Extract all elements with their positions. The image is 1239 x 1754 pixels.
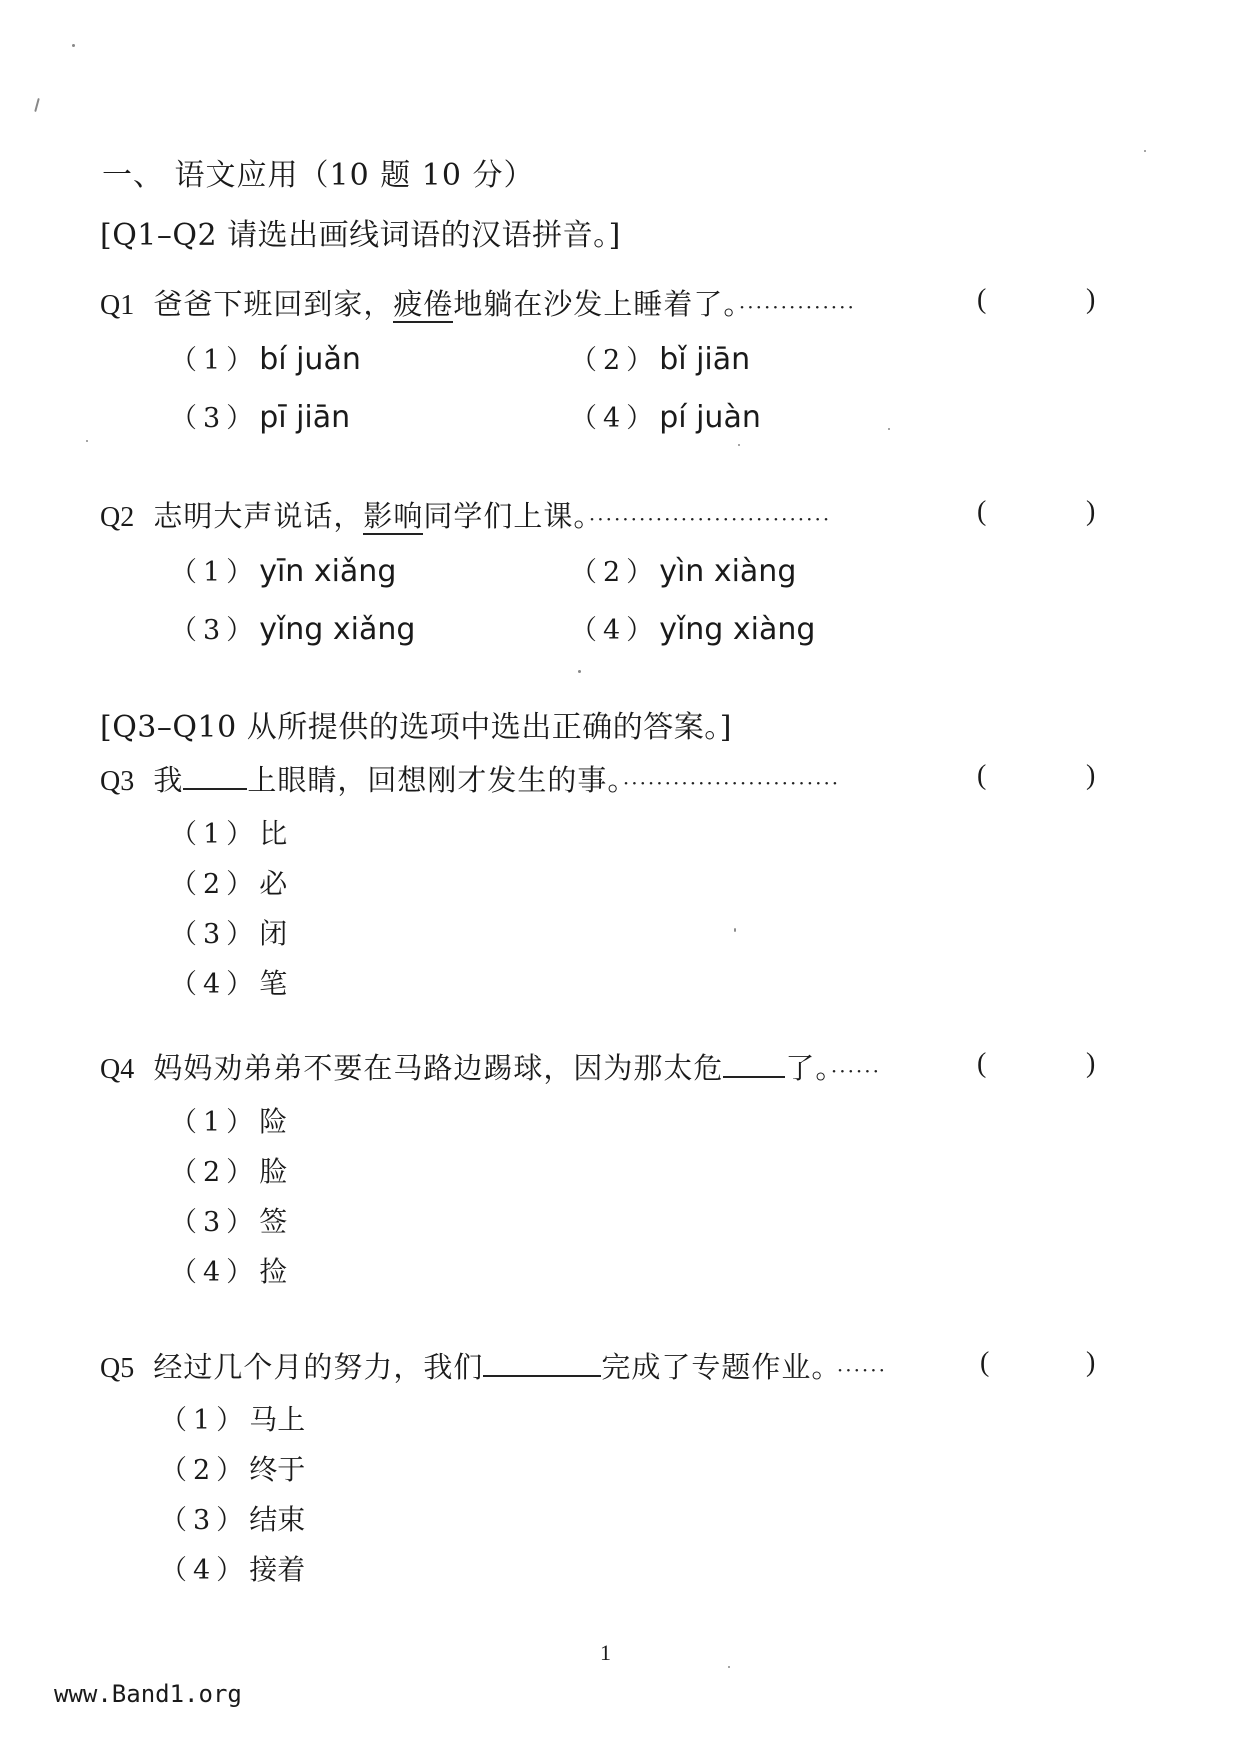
instruction-q1-q2: [Q1–Q2 请选出画线词语的汉语拼音。]	[100, 218, 621, 253]
instruction-q3-q10: [Q3–Q10 从所提供的选项中选出正确的答案。]	[100, 710, 732, 745]
option-number: （4）	[160, 1555, 250, 1586]
option-4	[570, 396, 761, 435]
option-4	[570, 608, 815, 647]
question-text-pre: 志明大声说话，	[153, 499, 364, 533]
scan-speck	[738, 444, 740, 446]
leader-dots: ··············	[738, 295, 856, 319]
question-number: Q3	[100, 766, 135, 797]
option-number: （4）	[170, 1257, 260, 1288]
option-2	[170, 1150, 287, 1190]
question-q3	[100, 758, 840, 799]
option-number: （2）	[570, 557, 660, 588]
answer-paren-open: (	[977, 760, 987, 791]
scan-speck	[1144, 150, 1146, 152]
answer-paren-close: )	[1086, 760, 1096, 791]
answer-paren-open: (	[980, 1347, 990, 1378]
option-text: yīn xiǎng	[259, 554, 397, 589]
section-title: 一、 语文应用（10 题 10 分）	[102, 158, 535, 193]
option-3	[170, 912, 287, 952]
question-number: Q5	[100, 1353, 135, 1384]
scan-speck	[728, 1666, 730, 1668]
option-3	[170, 396, 350, 435]
option-text: 马上	[249, 1403, 306, 1436]
option-number: （3）	[170, 615, 260, 646]
option-number: （2）	[160, 1455, 250, 1486]
question-q1	[100, 282, 856, 323]
option-1	[170, 338, 361, 377]
question-text-post: 上眼睛，回想刚才发生的事。	[247, 763, 623, 797]
option-text: 笔	[259, 967, 288, 1000]
option-3	[160, 1498, 305, 1538]
question-text-post: 地躺在沙发上睡着了。	[453, 287, 739, 321]
question-q5	[100, 1345, 887, 1386]
option-text: 终于	[249, 1453, 306, 1486]
leader-dots: ······	[836, 1358, 888, 1382]
option-4	[170, 1250, 287, 1290]
option-2	[160, 1448, 305, 1488]
question-text-post: 同学们上课。	[423, 499, 589, 533]
option-text: 闭	[259, 917, 288, 950]
option-number: （1）	[170, 819, 260, 850]
option-text: 结束	[249, 1503, 306, 1536]
answer-paren-open: (	[977, 284, 987, 315]
answer-paren-open: (	[977, 1048, 987, 1079]
option-1	[170, 812, 287, 852]
option-text: yìn xiàng	[659, 554, 797, 589]
option-number: （1）	[170, 1107, 260, 1138]
option-2	[570, 550, 796, 589]
option-text: 签	[259, 1205, 288, 1238]
option-text: 接着	[249, 1553, 306, 1586]
underlined-word: 影响	[363, 499, 424, 533]
leader-dots: ······	[830, 1059, 882, 1083]
option-number: （2）	[170, 869, 260, 900]
answer-blank	[183, 766, 247, 790]
question-number: Q1	[100, 290, 135, 321]
scan-speck	[72, 44, 75, 47]
option-text: yǐng xiǎng	[259, 612, 416, 647]
question-q4	[100, 1046, 881, 1087]
option-number: （3）	[170, 919, 260, 950]
answer-blank	[723, 1054, 785, 1078]
watermark-url: www.Band1.org	[54, 1680, 242, 1708]
option-2	[170, 862, 287, 902]
option-text: bí juǎn	[259, 342, 361, 377]
option-number: （4）	[170, 969, 260, 1000]
option-3	[170, 608, 415, 647]
question-text-pre: 我	[153, 763, 184, 797]
option-2	[570, 338, 750, 377]
option-text: pī jiān	[259, 400, 351, 435]
question-text-pre: 妈妈劝弟弟不要在马路边踢球，因为那太危	[153, 1051, 724, 1085]
option-text: 险	[259, 1105, 288, 1138]
answer-paren-close: )	[1086, 496, 1096, 527]
scan-speck	[734, 928, 736, 932]
scan-speck	[888, 428, 890, 430]
option-number: （3）	[170, 1207, 260, 1238]
option-number: （3）	[160, 1505, 250, 1536]
option-1	[170, 550, 396, 589]
option-3	[170, 1200, 287, 1240]
scan-speck	[578, 670, 581, 673]
option-number: （4）	[570, 403, 660, 434]
scan-speck	[34, 98, 40, 112]
answer-paren-close: )	[1086, 1347, 1096, 1378]
option-4	[170, 962, 287, 1002]
question-q2	[100, 494, 831, 535]
answer-paren-close: )	[1086, 1048, 1096, 1079]
answer-paren-open: (	[977, 496, 987, 527]
scan-speck	[86, 440, 88, 442]
page-number: 1	[600, 1640, 611, 1665]
option-number: （2）	[170, 1157, 260, 1188]
question-number: Q2	[100, 502, 135, 533]
option-text: 脸	[259, 1155, 288, 1188]
option-text: 捡	[259, 1255, 288, 1288]
option-text: yǐng xiàng	[659, 612, 816, 647]
question-text-pre: 爸爸下班回到家，	[153, 287, 394, 321]
answer-blank	[483, 1353, 601, 1377]
option-text: bǐ jiān	[659, 342, 751, 377]
option-1	[170, 1100, 287, 1140]
option-number: （4）	[570, 615, 660, 646]
option-text: 比	[259, 817, 288, 850]
option-text: 必	[259, 867, 288, 900]
underlined-word: 疲倦	[393, 287, 454, 321]
option-number: （2）	[570, 345, 660, 376]
option-number: （3）	[170, 403, 260, 434]
option-number: （1）	[170, 345, 260, 376]
answer-paren-close: )	[1086, 284, 1096, 315]
question-number: Q4	[100, 1054, 135, 1085]
leader-dots: ·····························	[588, 507, 832, 531]
question-text-pre: 经过几个月的努力，我们	[153, 1350, 484, 1384]
leader-dots: ··························	[622, 771, 841, 795]
question-text-post: 了。	[785, 1051, 831, 1085]
option-number: （1）	[170, 557, 260, 588]
option-4	[160, 1548, 305, 1588]
option-text: pí juàn	[659, 400, 761, 435]
option-number: （1）	[160, 1405, 250, 1436]
option-1	[160, 1398, 305, 1438]
question-text-post: 完成了专题作业。	[601, 1350, 827, 1384]
